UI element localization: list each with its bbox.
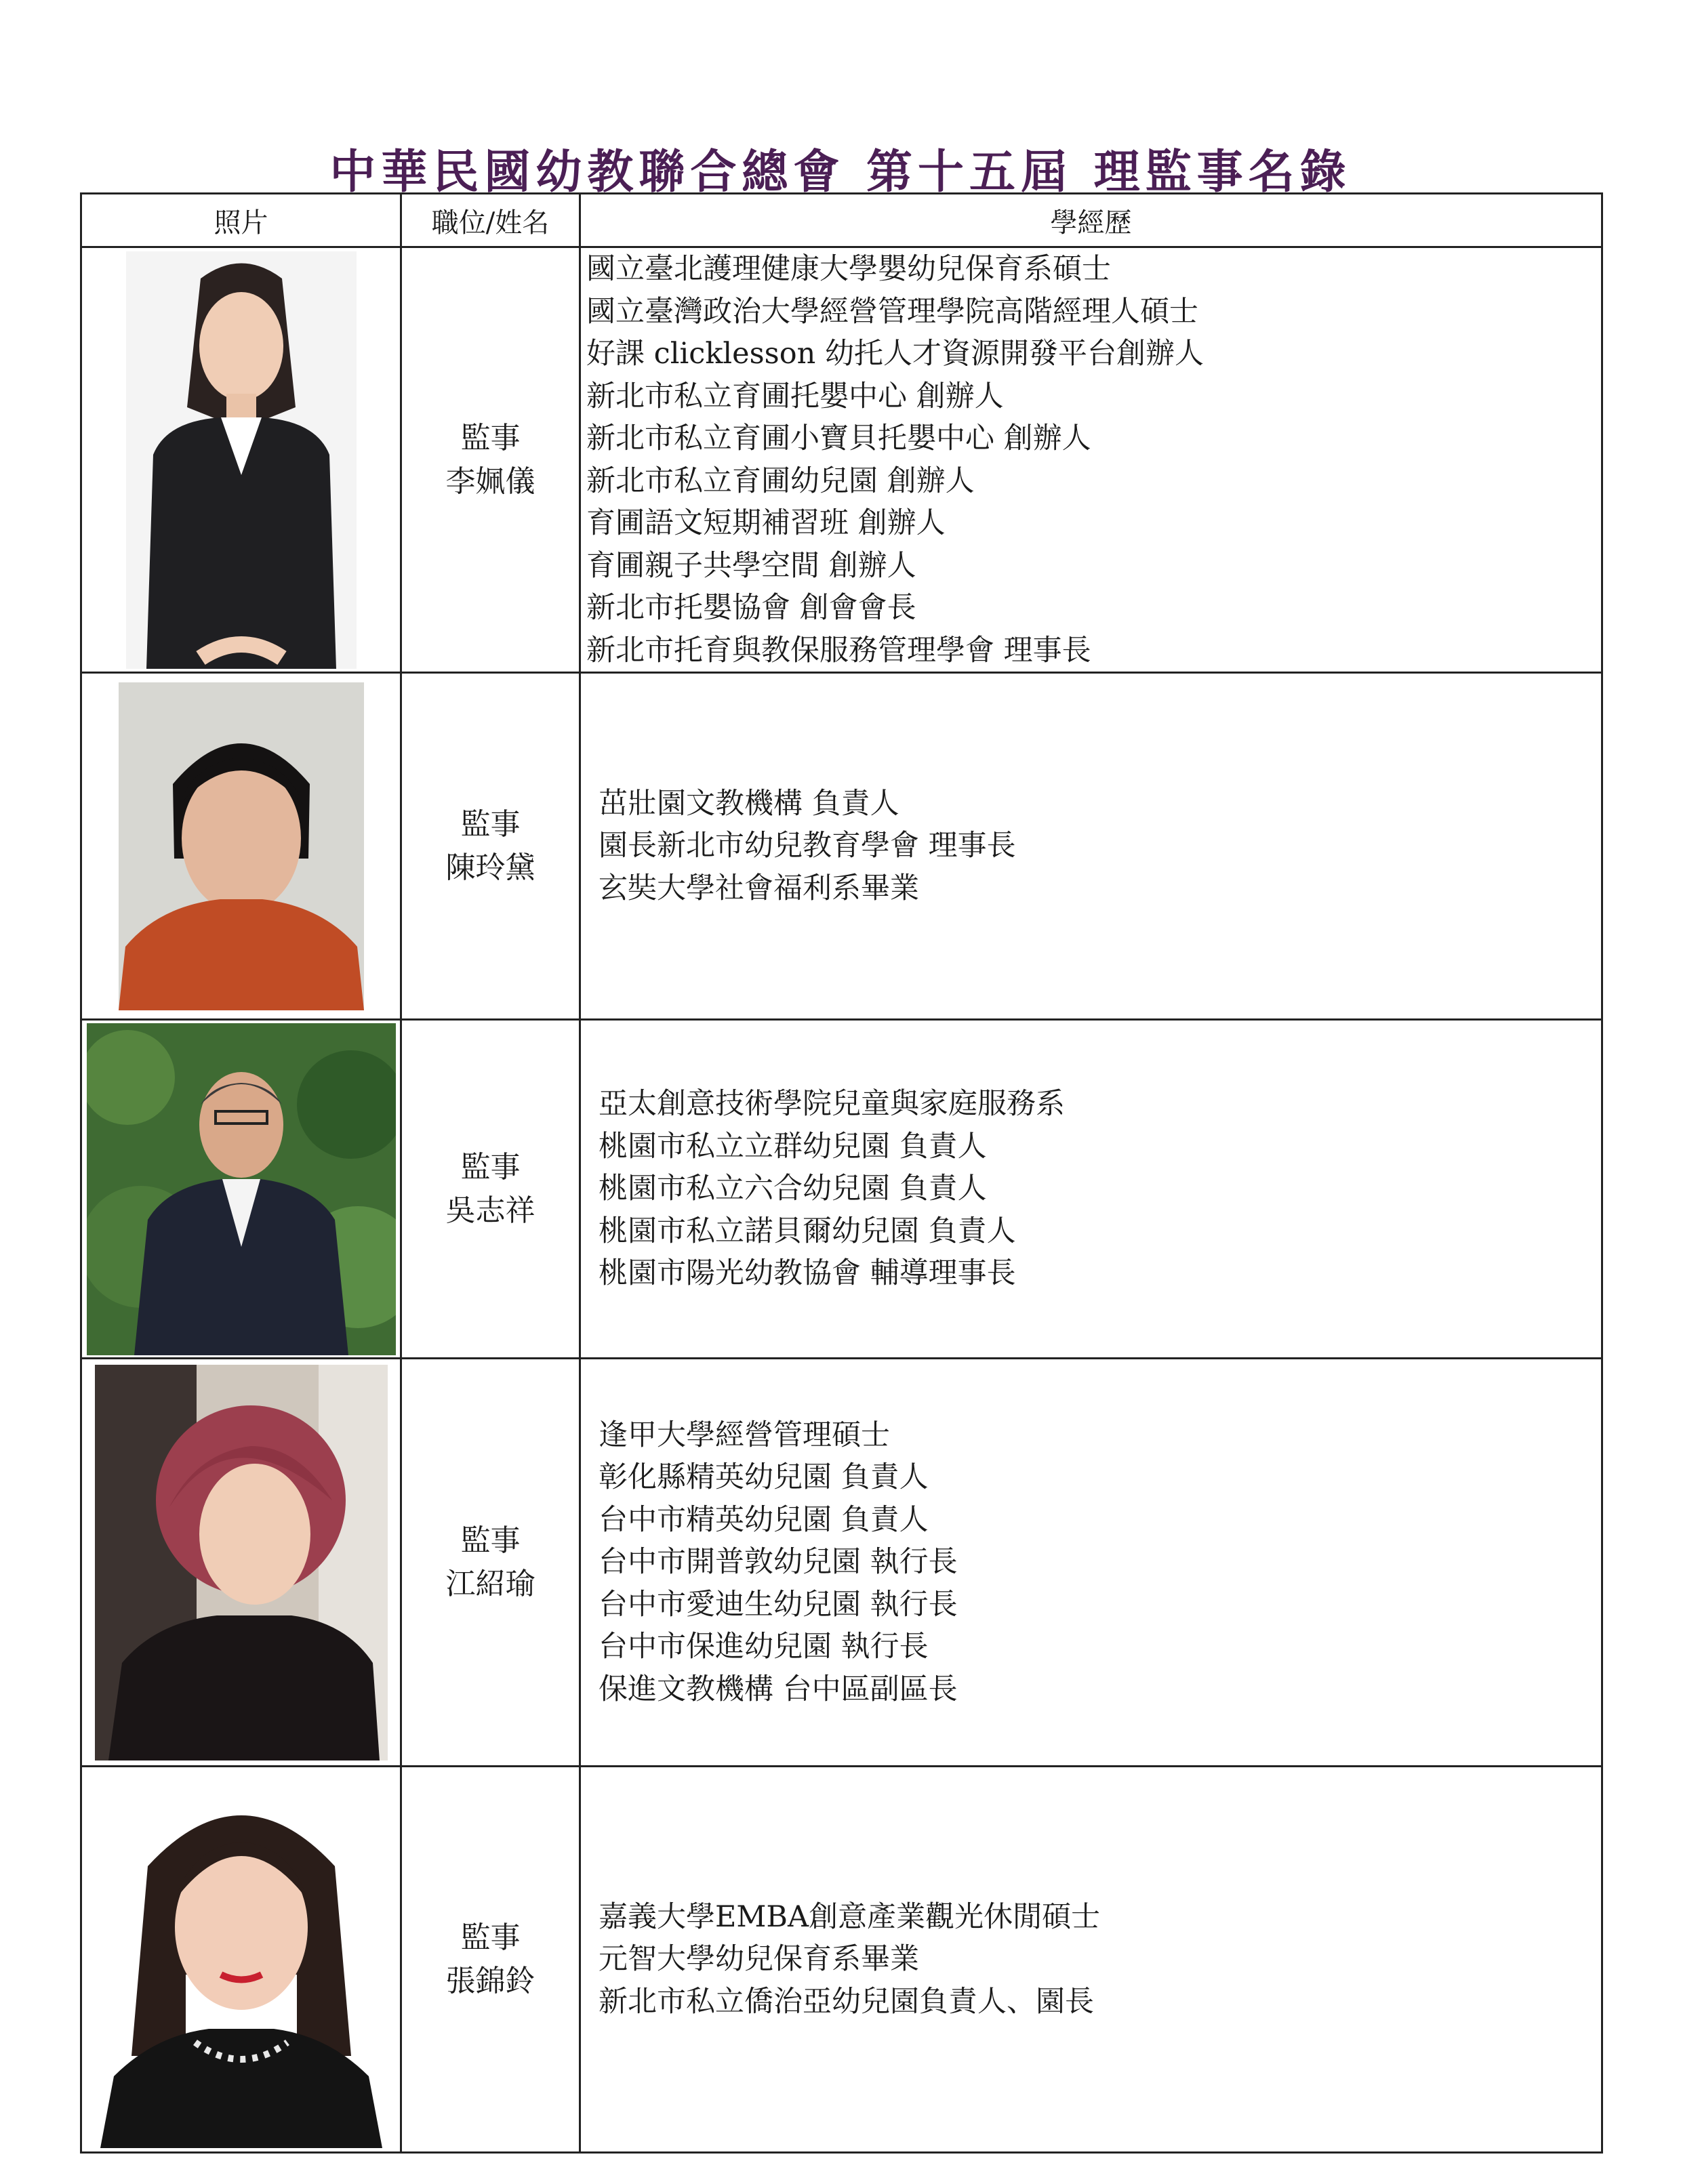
member-name: 張錦鈴 bbox=[445, 1963, 535, 1998]
bio-cell bbox=[580, 1020, 1602, 1359]
bio-line: 台中市愛迪生幼兒園 執行長 bbox=[599, 1587, 958, 1622]
portrait-photo bbox=[94, 1771, 389, 2148]
member-row bbox=[81, 247, 1602, 673]
member-row bbox=[81, 1359, 1602, 1767]
bio-line: 新北市私立育圃托嬰中心 創辦人 bbox=[586, 379, 1004, 413]
bio-line: 新北市托嬰協會 創會會長 bbox=[586, 591, 916, 625]
bio-line: 國立臺北護理健康大學嬰幼兒保育系碩士 bbox=[586, 252, 1111, 286]
member-row bbox=[81, 673, 1602, 1020]
portrait-photo bbox=[126, 251, 357, 669]
bio-cell bbox=[580, 673, 1602, 1020]
bio-line: 新北市私立僑治亞幼兒園負責人、園長 bbox=[599, 1984, 1094, 2019]
member-row bbox=[81, 1767, 1602, 2153]
role-name-cell bbox=[401, 673, 580, 1020]
bio-cell bbox=[580, 1767, 1602, 2153]
bio-line: 桃園市私立立群幼兒園 負責人 bbox=[599, 1129, 987, 1163]
bio-line: 好課 clicklesson 幼托人才資源開發平台創辦人 bbox=[586, 337, 1204, 371]
bio-cell bbox=[580, 1359, 1602, 1767]
member-role: 監事 bbox=[460, 1149, 521, 1184]
role-name-cell bbox=[401, 1359, 580, 1767]
bio-line: 國立臺灣政治大學經營管理學院高階經理人碩士 bbox=[586, 294, 1198, 329]
bio-line: 園長新北市幼兒教育學會 理事長 bbox=[599, 829, 1016, 863]
bio-line: 亞太創意技術學院兒童與家庭服務系 bbox=[599, 1087, 1065, 1121]
photo-cell bbox=[81, 247, 401, 673]
bio-line: 新北市托育與教保服務管理學會 理事長 bbox=[586, 633, 1091, 667]
role-name-cell bbox=[401, 247, 580, 673]
page-title: 中華民國幼教聯合總會 第十五屆 理監事名錄 bbox=[329, 145, 1352, 199]
header-bio: 學經歷 bbox=[580, 194, 1602, 247]
member-role: 監事 bbox=[460, 1523, 521, 1558]
bio-line: 台中市開普敦幼兒園 執行長 bbox=[599, 1545, 958, 1580]
bio-line: 逢甲大學經營管理碩士 bbox=[599, 1418, 890, 1452]
member-name: 江紹瑜 bbox=[445, 1566, 535, 1601]
photo-cell bbox=[81, 673, 401, 1020]
photo-cell bbox=[81, 1020, 401, 1359]
member-role: 監事 bbox=[460, 420, 521, 455]
bio-line: 保進文教機構 台中區副區長 bbox=[599, 1672, 958, 1706]
member-roster-table bbox=[80, 192, 1603, 2154]
portrait-photo bbox=[119, 682, 364, 1010]
bio-line: 桃園市陽光幼教協會 輔導理事長 bbox=[599, 1256, 1016, 1291]
portrait-photo bbox=[87, 1023, 396, 1355]
member-row bbox=[81, 1020, 1602, 1359]
photo-cell bbox=[81, 1767, 401, 2153]
bio-line: 嘉義大學EMBA創意產業觀光休閒碩士 bbox=[599, 1899, 1101, 1934]
bio-line: 新北市私立育圃幼兒園 創辦人 bbox=[586, 463, 975, 498]
member-name: 李姵儀 bbox=[445, 463, 535, 499]
bio-cell bbox=[580, 247, 1602, 673]
member-role: 監事 bbox=[460, 806, 521, 842]
role-name-cell bbox=[401, 1020, 580, 1359]
bio-line: 台中市精英幼兒園 負責人 bbox=[599, 1502, 929, 1537]
bio-line: 玄奘大學社會福利系畢業 bbox=[599, 871, 919, 905]
photo-cell bbox=[81, 1359, 401, 1767]
member-name: 吳志祥 bbox=[445, 1193, 535, 1228]
bio-line: 新北市私立育圃小寶貝托嬰中心 創辦人 bbox=[586, 421, 1091, 455]
bio-line: 桃園市私立諾貝爾幼兒園 負責人 bbox=[599, 1214, 1016, 1248]
bio-line: 元智大學幼兒保育系畢業 bbox=[599, 1942, 919, 1977]
bio-line: 台中市保進幼兒園 執行長 bbox=[599, 1630, 929, 1664]
bio-line: 育圃語文短期補習班 創辦人 bbox=[586, 506, 946, 540]
portrait-photo bbox=[95, 1365, 388, 1760]
member-name: 陳玲黛 bbox=[445, 850, 535, 885]
member-role: 監事 bbox=[460, 1920, 521, 1955]
bio-line: 育圃親子共學空間 創辦人 bbox=[586, 548, 916, 583]
bio-line: 茁壯園文教機構 負責人 bbox=[599, 786, 899, 821]
header-photo: 照片 bbox=[81, 194, 401, 247]
bio-line: 桃園市私立六合幼兒園 負責人 bbox=[599, 1172, 987, 1206]
bio-line: 彰化縣精英幼兒園 負責人 bbox=[599, 1460, 929, 1495]
header-row bbox=[81, 194, 1602, 247]
role-name-cell bbox=[401, 1767, 580, 2153]
header-role-name: 職位/姓名 bbox=[401, 194, 580, 247]
